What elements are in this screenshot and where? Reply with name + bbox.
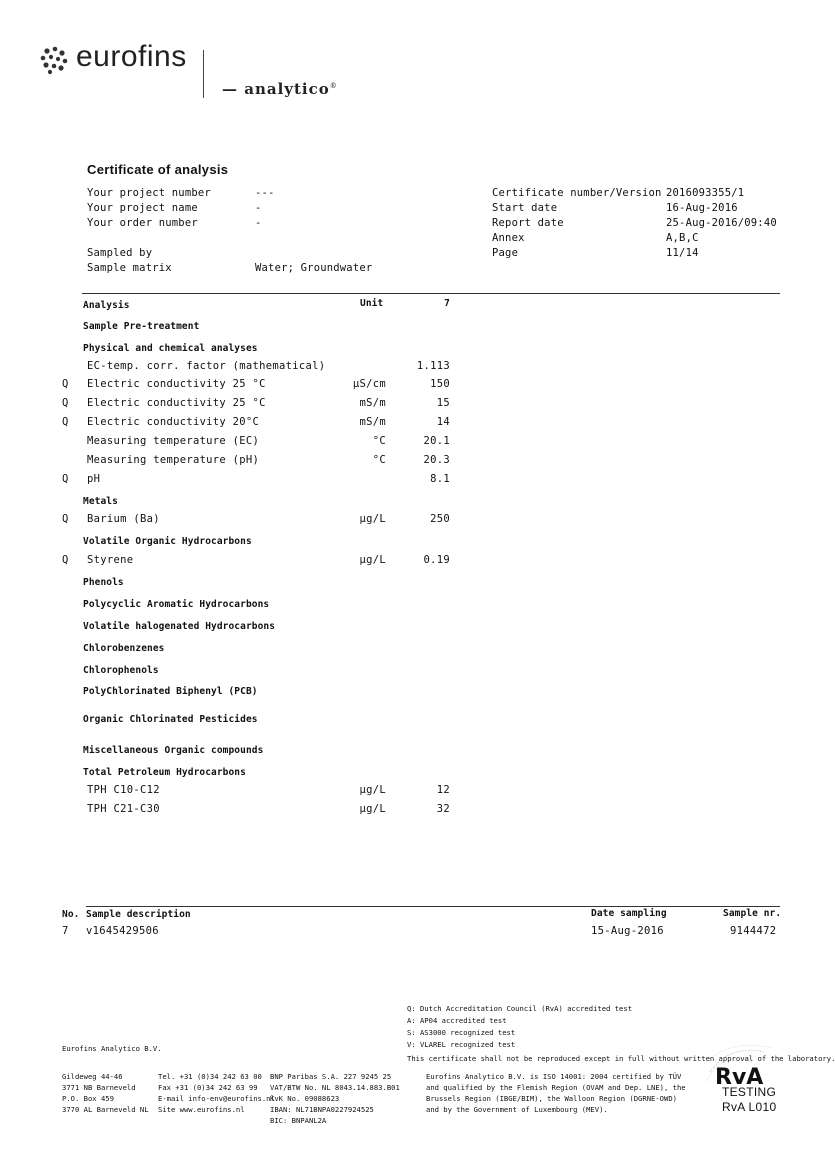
address-line-1: Gildeweg 44-46 [62, 1072, 123, 1081]
logo-analytico [222, 80, 338, 98]
row-ec25-us-unit: µS/cm [352, 378, 386, 390]
row-temp-ph-value: 20.3 [423, 454, 450, 466]
table-top-rule [82, 293, 780, 294]
row-temp-ec-name: Measuring temperature (EC) [87, 435, 260, 447]
iso-line-1: Eurofins Analytico B.V. is ISO 14001: 2004 certified by TÜV [426, 1072, 682, 1081]
field-project-name-value: - [255, 202, 262, 214]
field-project-name-label: Your project name [87, 202, 198, 214]
field-annex-label: Annex [492, 232, 525, 244]
row-tph-c10-unit: µg/L [359, 784, 386, 796]
bank-line-5: BIC: BNPANL2A [270, 1116, 327, 1125]
col-header-unit: Unit [360, 298, 384, 309]
field-sampled-by-label: Sampled by [87, 247, 153, 259]
field-sample-matrix-value: Water; Groundwater [255, 262, 373, 274]
field-annex-value: A,B,C [666, 232, 699, 244]
field-certificate-number-value: 2016093355/1 [666, 187, 745, 199]
eurofins-dots-icon [38, 44, 70, 76]
contact-site: Site www.eurofins.nl [158, 1105, 245, 1114]
row-ec20-value: 14 [436, 416, 450, 428]
legend-a: A: AP04 accredited test [407, 1016, 507, 1025]
bank-line-1: BNP Paribas S.A. 227 9245 25 [270, 1072, 392, 1081]
row-ec25-us-q: Q [62, 378, 69, 390]
row-ec20-unit: mS/m [359, 416, 386, 428]
row-ec25-us-value: 150 [430, 378, 450, 390]
row-temp-ph-unit: °C [372, 454, 386, 466]
field-report-date-label: Report date [492, 217, 564, 229]
reproduce-note: This certificate shall not be reproduced except in full without written approval of the laboratory. [407, 1054, 835, 1063]
bank-line-4: IBAN: NL71BNPA0227924525 [270, 1105, 374, 1114]
section-misc: Miscellaneous Organic compounds [83, 745, 264, 756]
contact-tel: Tel. +31 (0)34 242 63 00 [158, 1072, 262, 1081]
row-ec25-ms-q: Q [62, 397, 69, 409]
field-order-number-value: - [255, 217, 262, 229]
logo-sub: — analytico [222, 80, 330, 98]
field-start-date-label: Start date [492, 202, 558, 214]
contact-email: E-mail info-env@eurofins.nl [158, 1094, 275, 1103]
row-ec25-ms-name: Electric conductivity 25 °C [87, 397, 266, 409]
row-ph-value: 8.1 [430, 473, 450, 485]
bank-line-2: VAT/BTW No. NL 8043.14.883.B01 [270, 1083, 400, 1092]
iso-line-4: and by the Government of Luxembourg (MEV). [426, 1105, 608, 1114]
section-metals: Metals [83, 496, 118, 507]
row-styrene-unit: µg/L [359, 554, 386, 566]
bank-line-3: KvK No. 09088623 [270, 1094, 340, 1103]
row-barium-name: Barium (Ba) [87, 513, 160, 525]
row-tph-c21-name: TPH C21-C30 [87, 803, 160, 815]
section-vhh: Volatile halogenated Hydrocarbons [83, 621, 276, 632]
sample-col-date: Date sampling [591, 908, 667, 919]
row-barium-q: Q [62, 513, 69, 525]
col-header-sample: 7 [444, 298, 450, 309]
logo-registered: ® [329, 82, 338, 90]
iso-line-2: and qualified by the Flemish Region (OVAM and Dep. LNE), the [426, 1083, 686, 1092]
section-pcb: PolyChlorinated Biphenyl (PCB) [83, 686, 258, 697]
rva-number: RvA L010 [722, 1100, 777, 1114]
contact-fax: Fax +31 (0)34 242 63 99 [158, 1083, 258, 1092]
address-line-4: 3770 AL Barneveld NL [62, 1105, 149, 1114]
company-name: Eurofins Analytico B.V. [62, 1044, 162, 1053]
row-ec25-ms-value: 15 [436, 397, 450, 409]
row-barium-unit: µg/L [359, 513, 386, 525]
logo-brand: eurofins [76, 40, 187, 73]
iso-line-3: Brussels Region (IBGE/BIM), the Walloon Region (DGRNE-OWD) [426, 1094, 677, 1103]
row-temp-ec-unit: °C [372, 435, 386, 447]
field-page-value: 11/14 [666, 247, 699, 259]
row-tph-c10-value: 12 [436, 784, 450, 796]
row-styrene-name: Styrene [87, 554, 134, 566]
section-chlorophenols: Chlorophenols [83, 665, 159, 676]
row-barium-value: 250 [430, 513, 450, 525]
field-start-date-value: 16-Aug-2016 [666, 202, 738, 214]
row-ec-factor-value: 1.113 [416, 360, 450, 372]
section-ocp: Organic Chlorinated Pesticides [83, 714, 258, 725]
sample-col-desc: Sample description [86, 909, 191, 920]
sample-date: 15-Aug-2016 [591, 925, 664, 937]
field-project-number-label: Your project number [87, 187, 211, 199]
eurofins-logo-mark [38, 44, 70, 76]
section-pretreatment: Sample Pre-treatment [83, 321, 200, 332]
section-pah: Polycyclic Aromatic Hydrocarbons [83, 599, 270, 610]
row-ec25-ms-unit: mS/m [359, 397, 386, 409]
row-temp-ec-value: 20.1 [423, 435, 450, 447]
sample-desc: v1645429506 [86, 925, 159, 937]
row-ec20-name: Electric conductivity 20°C [87, 416, 260, 428]
sample-col-nr: Sample nr. [723, 908, 782, 919]
section-phenols: Phenols [83, 577, 124, 588]
row-ec-factor-name: EC-temp. corr. factor (mathematical) [87, 360, 326, 372]
section-voh: Volatile Organic Hydrocarbons [83, 536, 252, 547]
section-chlorobenzenes: Chlorobenzenes [83, 643, 165, 654]
logo-divider [203, 50, 204, 98]
field-order-number-label: Your order number [87, 217, 198, 229]
row-ph-q: Q [62, 473, 69, 485]
row-tph-c10-name: TPH C10-C12 [87, 784, 160, 796]
field-report-date-value: 25-Aug-2016/09:40 [666, 217, 777, 229]
section-tph: Total Petroleum Hydrocarbons [83, 767, 246, 778]
legend-v: V: VLAREL recognized test [407, 1040, 516, 1049]
field-project-number-value: --- [255, 187, 275, 199]
row-temp-ph-name: Measuring temperature (pH) [87, 454, 260, 466]
page-title: Certificate of analysis [87, 162, 229, 177]
sample-nr: 9144472 [730, 925, 777, 937]
legend-q: Q: Dutch Accreditation Council (RvA) accredited test [407, 1004, 633, 1013]
row-ec20-q: Q [62, 416, 69, 428]
row-ph-name: pH [87, 473, 101, 485]
sample-col-no: No. [62, 909, 80, 920]
sample-no: 7 [62, 925, 69, 937]
col-header-analysis: Analysis [83, 300, 130, 311]
row-tph-c21-value: 32 [436, 803, 450, 815]
field-certificate-number-label: Certificate number/Version [492, 187, 662, 199]
row-styrene-q: Q [62, 554, 69, 566]
field-page-label: Page [492, 247, 519, 259]
row-ec25-us-name: Electric conductivity 25 °C [87, 378, 266, 390]
sample-top-rule [86, 906, 780, 907]
rva-mark-text: RvA [715, 1065, 764, 1090]
legend-s: S: AS3000 recognized test [407, 1028, 516, 1037]
field-sample-matrix-label: Sample matrix [87, 262, 172, 274]
row-styrene-value: 0.19 [423, 554, 450, 566]
address-line-3: P.O. Box 459 [62, 1094, 114, 1103]
row-tph-c21-unit: µg/L [359, 803, 386, 815]
testing-label: TESTING [722, 1085, 777, 1099]
section-physical: Physical and chemical analyses [83, 343, 258, 354]
address-line-2: 3771 NB Barneveld [62, 1083, 136, 1092]
